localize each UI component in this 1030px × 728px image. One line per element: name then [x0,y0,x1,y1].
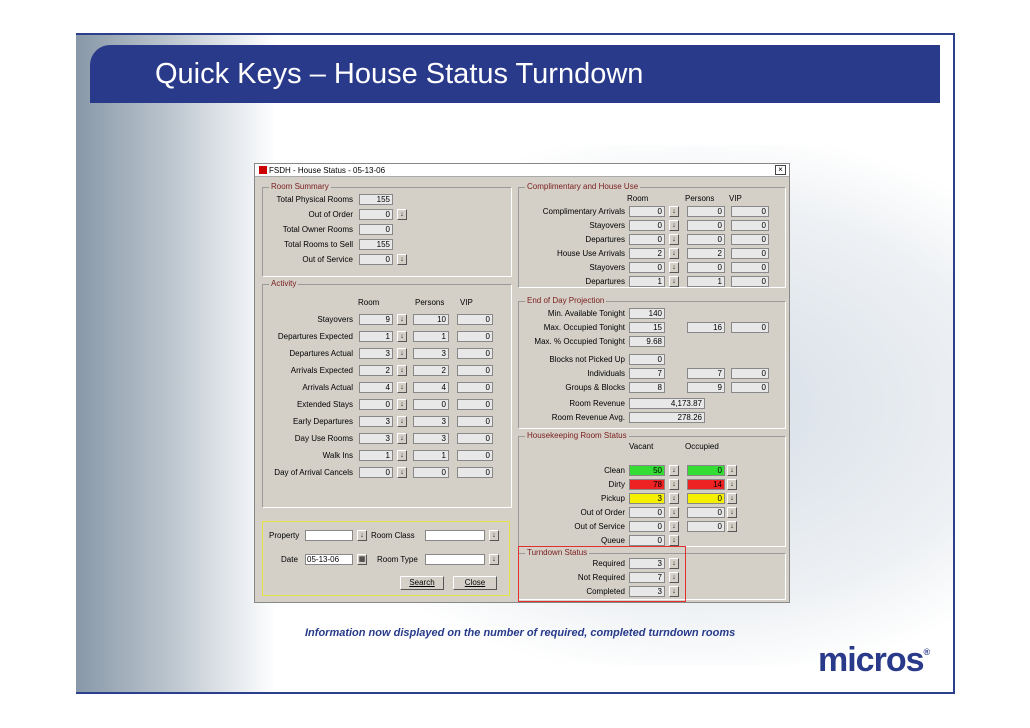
vip-value: 0 [731,276,769,287]
row-label: Out of Service [574,522,625,531]
room-class-lov-button[interactable]: ↓ [489,530,499,541]
lov-button[interactable]: ↓ [669,465,679,476]
row-label: Arrivals Actual [302,383,353,392]
room-value: 3 [359,433,393,444]
row-value: 4,173.87 [629,398,705,409]
lov-button[interactable]: ↓ [669,535,679,546]
room-class-field[interactable] [425,530,485,541]
registered-mark: ® [923,647,930,657]
vip-value: 0 [457,433,493,444]
row-label: Max. % Occupied Tonight [534,337,625,346]
lov-button[interactable]: ↓ [727,479,737,490]
lov-button[interactable]: ↓ [727,493,737,504]
lov-button[interactable]: ↓ [669,206,679,217]
lov-button[interactable]: ↓ [397,365,407,376]
room-value: 0 [359,399,393,410]
occupied-value: 14 [687,479,725,490]
house-status-window [254,163,790,603]
vacant-value: 0 [629,507,665,518]
row-label: Stayovers [589,221,625,230]
row-label: Room Revenue [569,399,625,408]
col-header-persons: Persons [415,298,445,307]
room-value: 2 [359,365,393,376]
row-label: Queue [600,536,625,545]
vacant-value: 3 [629,493,665,504]
row-value: 8 [629,382,665,393]
vip-value: 0 [457,331,493,342]
group-room-summary [262,182,512,277]
slide-caption: Information now displayed on the number of required, completed turndown rooms [305,627,736,639]
row-value: 0 [359,209,393,220]
property-field[interactable]: FSDH [305,530,353,541]
vacant-value: 78 [629,479,665,490]
calendar-icon[interactable]: ▦ [358,556,366,563]
lov-button[interactable]: ↓ [669,220,679,231]
search-button[interactable]: Search [400,576,444,590]
app-icon [259,166,267,174]
vip-value: 0 [457,467,493,478]
lov-button[interactable]: ↓ [669,493,679,504]
lov-button[interactable]: ↓ [669,248,679,259]
col-header-vip: VIP [729,194,742,203]
room-value: 1 [359,331,393,342]
persons-value: 3 [413,416,449,427]
vip-value: 0 [731,220,769,231]
group-label: End of Day Projection [527,296,605,305]
lov-button[interactable]: ↓ [669,572,679,583]
row-label: Arrivals Expected [290,366,353,375]
row-label: Complimentary Arrivals [542,207,625,216]
col-header-persons: Persons [685,194,715,203]
turndown-value: 3 [629,558,665,569]
row-value: 155 [359,239,393,250]
lov-button[interactable]: ↓ [669,276,679,287]
row-label: Stayovers [317,315,353,324]
room-value: 0 [629,262,665,273]
vip-value: 0 [457,365,493,376]
lov-button[interactable]: ↓ [397,467,407,478]
row-label: Not Required [577,573,625,582]
search-panel [262,521,510,596]
vacant-value: 50 [629,465,665,476]
room-class-label: Room Class [371,531,415,540]
row-label: Room Revenue Avg. [551,413,625,422]
room-value: 1 [359,450,393,461]
lov-button[interactable]: ↓ [669,521,679,532]
group-housekeeping [518,431,786,547]
lov-button[interactable]: ↓ [727,465,737,476]
row-label: Completed [586,587,625,596]
room-value: 1 [629,276,665,287]
vacant-value: 0 [629,535,665,546]
persons-value: 0 [413,467,449,478]
room-value: 2 [629,248,665,259]
lov-button[interactable]: ↓ [397,348,407,359]
persons-value: 0 [413,399,449,410]
row-label: Pickup [600,494,625,503]
lov-button[interactable]: ↓ [669,586,679,597]
row-value: 0 [359,254,393,265]
window-titlebar [255,164,789,177]
lov-button[interactable]: ↓ [397,450,407,461]
vip-value: 0 [457,450,493,461]
group-label: Room Summary [271,182,329,191]
group-label: Housekeeping Room Status [527,431,627,440]
property-lov-button[interactable]: ↓ [357,530,367,541]
group-label: Turndown Status [527,548,588,557]
lov-button[interactable]: ↓ [397,382,407,393]
row-label: Walk Ins [322,451,353,460]
row-value: 15 [629,322,665,333]
vacant-value: 0 [629,521,665,532]
persons-value: 0 [687,206,725,217]
turndown-value: 3 [629,586,665,597]
persons-value: 9 [687,382,725,393]
background-photo [76,35,276,694]
row-label: Groups & Blocks [565,383,625,392]
room-value: 0 [629,234,665,245]
row-label: Out of Order [308,210,353,219]
row-value: 0 [359,224,393,235]
row-label: Total Owner Rooms [282,225,353,234]
row-label: Stayovers [589,263,625,272]
row-label: Early Departures [292,417,353,426]
group-complimentary [518,182,786,288]
persons-value: 0 [687,262,725,273]
persons-value: 1 [687,276,725,287]
row-value: 9.68 [629,336,665,347]
lov-button[interactable]: ↓ [669,479,679,490]
turndown-highlight [518,546,686,602]
vip-value: 0 [731,206,769,217]
row-value: 278.26 [629,412,705,423]
row-value: 155 [359,194,393,205]
lov-button[interactable]: ↓ [397,314,407,325]
persons-value: 3 [413,348,449,359]
lov-button[interactable]: ↓ [397,331,407,342]
group-label: Activity [271,279,297,288]
slide-title: Quick Keys – House Status Turndown [90,45,940,103]
row-label: Departures Actual [289,349,353,358]
close-icon[interactable]: × [775,165,786,175]
row-label: Departures Expected [277,332,353,341]
vip-value: 0 [731,368,769,379]
group-label: Complimentary and House Use [527,182,639,191]
vip-value: 0 [731,234,769,245]
persons-value: 7 [687,368,725,379]
lov-button[interactable]: ↓ [397,399,407,410]
vip-value: 0 [457,416,493,427]
window-title: FSDH - House Status - 05-13-06 [269,166,386,175]
vip-value: 0 [457,314,493,325]
persons-value: 0 [687,220,725,231]
vip-value: 0 [457,399,493,410]
row-label: Total Physical Rooms [276,195,353,204]
col-header-room: Room [358,298,380,307]
lov-button[interactable]: ↓ [669,507,679,518]
room-value: 0 [629,220,665,231]
lov-button[interactable]: ↓ [669,558,679,569]
row-label: House Use Arrivals [556,249,625,258]
vip-value: 0 [731,322,769,333]
room-value: 0 [359,467,393,478]
room-value: 9 [359,314,393,325]
row-label: Day of Arrival Cancels [274,468,353,477]
room-value: 4 [359,382,393,393]
micros-logo [818,641,929,680]
room-type-lov-button[interactable]: ↓ [489,554,499,565]
persons-value: 2 [413,365,449,376]
row-label: Extended Stays [296,400,353,409]
col-header-occupied: Occupied [685,442,719,451]
row-label: Departures [585,277,625,286]
persons-value: 16 [687,322,725,333]
lov-button[interactable]: ↓ [397,433,407,444]
row-value: 140 [629,308,665,319]
logo-text: micros [818,641,924,679]
lov-button[interactable]: ↓ [397,254,407,265]
col-header-room: Room [627,194,649,203]
room-type-label: Room Type [377,555,418,564]
row-label: Departures [585,235,625,244]
row-label: Individuals [587,369,625,378]
lov-button[interactable]: ↓ [669,234,679,245]
lov-button[interactable]: ↓ [397,416,407,427]
group-activity [262,279,512,508]
row-label: Blocks not Picked Up [549,355,625,364]
row-label: Out of Order [580,508,625,517]
room-value: 3 [359,348,393,359]
row-label: Day Use Rooms [294,434,353,443]
property-label: Property [269,531,300,540]
room-type-field[interactable] [425,554,485,565]
room-value: 0 [629,206,665,217]
row-label: Min. Available Tonight [547,309,625,318]
col-header-vacant: Vacant [629,442,654,451]
persons-value: 1 [413,331,449,342]
row-value: 7 [629,368,665,379]
lov-button[interactable]: ↓ [727,521,737,532]
close-button[interactable]: Close [453,576,497,590]
occupied-value: 0 [687,521,725,532]
persons-value: 3 [413,433,449,444]
vip-value: 0 [457,382,493,393]
vip-value: 0 [731,248,769,259]
row-value: 0 [629,354,665,365]
lov-button[interactable]: ↓ [669,262,679,273]
date-field[interactable]: 05-13-06 [305,554,353,565]
row-label: Dirty [608,480,625,489]
vip-value: 0 [457,348,493,359]
col-header-vip: VIP [460,298,473,307]
row-label: Out of Service [302,255,353,264]
row-label: Required [592,559,625,568]
occupied-value: 0 [687,507,725,518]
persons-value: 4 [413,382,449,393]
persons-value: 1 [413,450,449,461]
occupied-value: 0 [687,493,725,504]
room-value: 3 [359,416,393,427]
date-label: Date [281,555,298,564]
lov-button[interactable]: ↓ [397,209,407,220]
occupied-value: 0 [687,465,725,476]
persons-value: 2 [687,248,725,259]
row-label: Total Rooms to Sell [284,240,353,249]
lov-button[interactable]: ↓ [727,507,737,518]
turndown-value: 7 [629,572,665,583]
row-label: Max. Occupied Tonight [543,323,625,332]
row-label: Clean [604,466,625,475]
group-end-of-day [518,296,786,429]
vip-value: 0 [731,382,769,393]
persons-value: 10 [413,314,449,325]
persons-value: 0 [687,234,725,245]
vip-value: 0 [731,262,769,273]
